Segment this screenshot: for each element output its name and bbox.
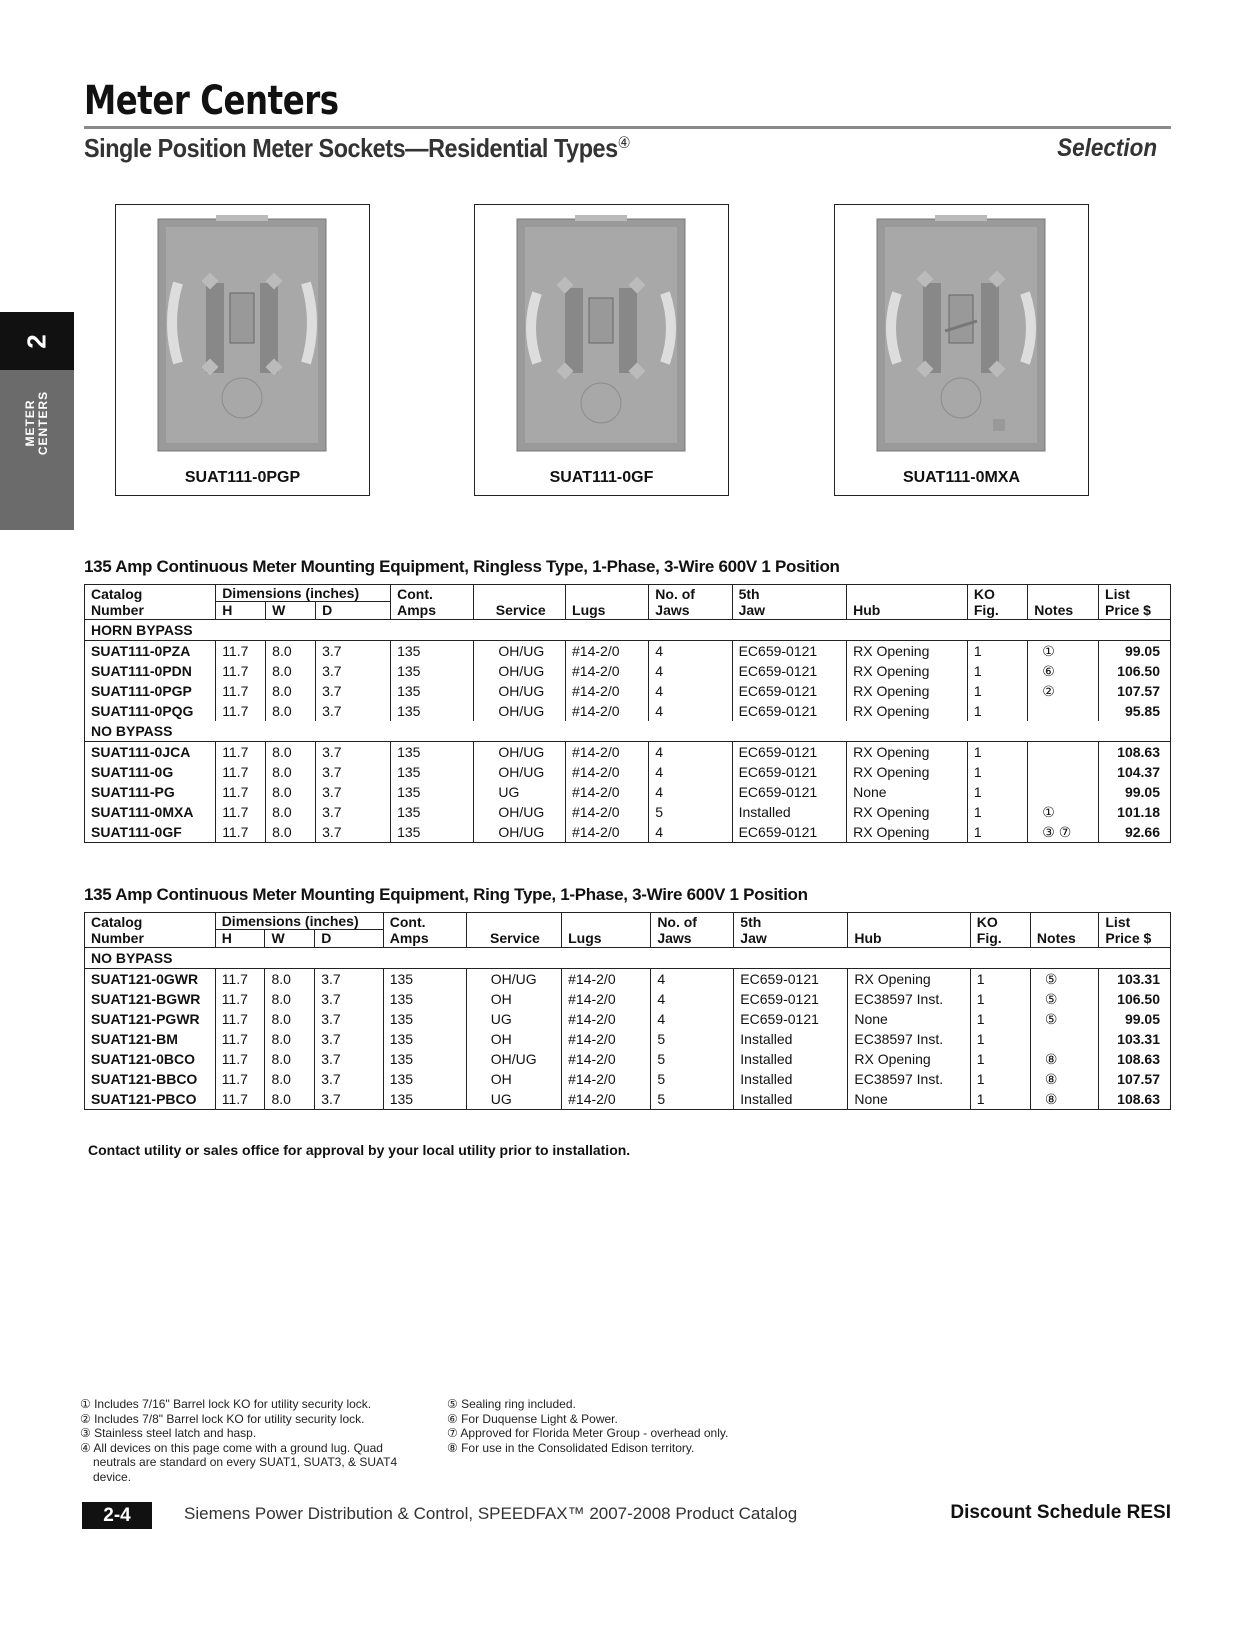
table-cell: 135 bbox=[383, 1009, 466, 1029]
table-row bbox=[85, 1029, 1171, 1049]
col-notes: Notes bbox=[1028, 602, 1099, 620]
table-cell: 1 bbox=[967, 782, 1027, 802]
table-cell: OH/UG bbox=[474, 802, 566, 822]
col-price: List bbox=[1099, 585, 1171, 602]
table-cell: #14-2/0 bbox=[566, 762, 649, 782]
chapter-number: 2 bbox=[0, 312, 74, 370]
table-cell: 11.7 bbox=[215, 1089, 265, 1110]
table-cell: 11.7 bbox=[216, 701, 266, 721]
table-cell bbox=[1028, 742, 1099, 763]
table-cell: 135 bbox=[391, 742, 474, 763]
table-cell: 135 bbox=[391, 822, 474, 843]
table-cell: 4 bbox=[651, 969, 734, 990]
table-cell: OH/UG bbox=[474, 641, 566, 662]
chapter-label: METER CENTERS bbox=[23, 390, 50, 456]
table-cell: 11.7 bbox=[216, 742, 266, 763]
table-cell: #14-2/0 bbox=[566, 701, 649, 721]
table-cell: 5 bbox=[651, 1089, 734, 1110]
table-cell: None bbox=[847, 782, 968, 802]
table-cell: UG bbox=[466, 1009, 561, 1029]
table-cell: 8.0 bbox=[266, 762, 316, 782]
table-row bbox=[85, 1089, 1171, 1110]
table-cell: ① bbox=[1028, 641, 1099, 662]
table-cell: 8.0 bbox=[266, 802, 316, 822]
section-header-row: NO BYPASS bbox=[85, 721, 1171, 742]
table-cell: RX Opening bbox=[847, 762, 968, 782]
catalog-number: SUAT111-0PGP bbox=[91, 683, 192, 699]
table-cell: OH/UG bbox=[466, 969, 561, 990]
table-cell: 11.7 bbox=[216, 641, 266, 662]
col-ko: KO bbox=[967, 585, 1027, 602]
table-cell: EC38597 Inst. bbox=[848, 989, 970, 1009]
table-row bbox=[85, 681, 1171, 701]
ring-meter-table: Catalog Dimensions (inches) Cont. No. of 5th KO List Number H W D Amps Service Lugs Jaws Jaw Hub Fig. Notes Price $ NO BYPASS SUAT121-0GWR 11.7 8.0 3.7 135 OH/UG #14-2/0 4 EC659-0121 RX Opening 1 ⑤ 103.31 SUAT121-BGWR 11.7 8.0 3.7 135 OH #14-2/0 4 EC659-0121 EC38597 Inst. 1 ⑤ 106.50 SUAT121-PGWR 11.7 8.0 3.7 135 UG #14-2/0 4 EC659-0121 None 1 ⑤ 99.05 SUAT121-BM 11.7 8.0 3.7 135 OH #14-2/0 5 Installed EC38597 Inst. 1 103.31 SUAT121-0BCO 11.7 8.0 3.7 135 OH/UG #14-2/0 5 Installed RX Opening 1 ⑧ 108.63 SUAT121-BBCO 11.7 8.0 3.7 135 OH #14-2/0 5 Installed EC38597 Inst. 1 ⑧ 107.57 SUAT121-PBCO 11.7 8.0 3.7 135 UG #14-2/0 5 Installed None 1 ⑧ 108.63 bbox=[84, 912, 1171, 1110]
table-cell: #14-2/0 bbox=[562, 1009, 651, 1029]
footnote: neutrals are standard on every SUAT1, SUAT3, & SUAT4 bbox=[93, 1455, 398, 1469]
table-cell: OH/UG bbox=[474, 661, 566, 681]
table-cell: RX Opening bbox=[847, 641, 968, 662]
table-cell: EC659-0121 bbox=[732, 641, 847, 662]
table-cell: ⑤ bbox=[1030, 969, 1098, 990]
table-cell: 3.7 bbox=[315, 969, 383, 990]
table-cell: RX Opening bbox=[847, 742, 968, 763]
table-cell: 135 bbox=[383, 1069, 466, 1089]
table-cell: OH/UG bbox=[466, 1049, 561, 1069]
table-cell: 3.7 bbox=[316, 782, 391, 802]
list-price: 99.05 bbox=[1099, 641, 1171, 662]
catalog-number: SUAT121-BM bbox=[91, 1031, 178, 1047]
section-header-row: NO BYPASS bbox=[85, 948, 1171, 969]
table-cell: ⑥ bbox=[1028, 661, 1099, 681]
table-cell: RX Opening bbox=[847, 681, 968, 701]
table-cell: 135 bbox=[383, 969, 466, 990]
col-hub: Hub bbox=[847, 602, 968, 620]
table-cell: 3.7 bbox=[316, 762, 391, 782]
catalog-number: SUAT111-0JCA bbox=[91, 744, 191, 760]
list-price: 106.50 bbox=[1099, 989, 1171, 1009]
table-cell: 1 bbox=[967, 641, 1027, 662]
table-cell: 4 bbox=[649, 742, 732, 763]
table-cell: 135 bbox=[383, 1089, 466, 1110]
catalog-number: SUAT121-BBCO bbox=[91, 1071, 198, 1087]
table-cell: ⑧ bbox=[1030, 1049, 1098, 1069]
table-cell: 5 bbox=[651, 1029, 734, 1049]
table-cell: 1 bbox=[967, 742, 1027, 763]
table-cell: 4 bbox=[649, 661, 732, 681]
table-cell: #14-2/0 bbox=[562, 1049, 651, 1069]
table-cell: OH bbox=[466, 989, 561, 1009]
table-cell: EC659-0121 bbox=[734, 969, 848, 990]
list-price: 92.66 bbox=[1099, 822, 1171, 843]
table-row bbox=[85, 969, 1171, 990]
list-price: 99.05 bbox=[1099, 782, 1171, 802]
table-cell: 3.7 bbox=[315, 1069, 383, 1089]
catalog-number: SUAT111-PG bbox=[91, 784, 175, 800]
table1-body bbox=[85, 620, 1171, 843]
footnote: ⑥ For Duquense Light & Power. bbox=[447, 1411, 618, 1426]
table-cell: OH/UG bbox=[474, 701, 566, 721]
table-cell: EC38597 Inst. bbox=[848, 1069, 970, 1089]
table-cell: ⑧ bbox=[1030, 1089, 1098, 1110]
footnote: ⑧ For use in the Consolidated Edison territory. bbox=[447, 1440, 695, 1455]
table-cell: OH/UG bbox=[474, 762, 566, 782]
table-cell: 135 bbox=[391, 782, 474, 802]
list-price: 101.18 bbox=[1099, 802, 1171, 822]
table-cell: RX Opening bbox=[847, 661, 968, 681]
table-cell: 8.0 bbox=[266, 661, 316, 681]
catalog-number: SUAT111-0GF bbox=[91, 824, 182, 840]
table-cell: 11.7 bbox=[216, 661, 266, 681]
table-cell: 1 bbox=[967, 802, 1027, 822]
col-lugs: Lugs bbox=[566, 602, 649, 620]
table-cell: 5 bbox=[649, 802, 732, 822]
catalog-footer: Siemens Power Distribution & Control, SPEEDFAX™ 2007-2008 Product Catalog bbox=[184, 1504, 798, 1523]
table-cell: 5 bbox=[651, 1049, 734, 1069]
table-cell: 1 bbox=[970, 989, 1030, 1009]
table2-caption: 135 Amp Continuous Meter Mounting Equipment, Ring Type, 1-Phase, 3-Wire 600V 1 Position bbox=[84, 885, 808, 904]
table-cell: 135 bbox=[391, 762, 474, 782]
footnote: ③ Stainless steel latch and hasp. bbox=[80, 1426, 257, 1440]
table-cell: 1 bbox=[970, 1069, 1030, 1089]
table-cell: 3.7 bbox=[315, 989, 383, 1009]
table-cell: 8.0 bbox=[266, 701, 316, 721]
col-fifth: 5th bbox=[732, 585, 847, 602]
table-cell: 11.7 bbox=[215, 969, 265, 990]
catalog-number: SUAT111-0MXA bbox=[91, 804, 194, 820]
chapter-tab bbox=[0, 312, 74, 530]
table-cell: 3.7 bbox=[316, 701, 391, 721]
table-cell: 135 bbox=[391, 641, 474, 662]
table-cell: 1 bbox=[967, 681, 1027, 701]
table-cell: UG bbox=[466, 1089, 561, 1110]
list-price: 99.05 bbox=[1099, 1009, 1171, 1029]
photo-caption: SUAT111-0GF bbox=[549, 469, 654, 486]
table-cell: 3.7 bbox=[316, 661, 391, 681]
table-cell: 11.7 bbox=[216, 822, 266, 843]
table-cell: EC38597 Inst. bbox=[848, 1029, 970, 1049]
table-cell: 8.0 bbox=[266, 822, 316, 843]
list-price: 95.85 bbox=[1099, 701, 1171, 721]
table-cell: 8.0 bbox=[266, 742, 316, 763]
table-cell: 135 bbox=[391, 681, 474, 701]
table-cell: 4 bbox=[649, 782, 732, 802]
table-cell: OH bbox=[466, 1069, 561, 1089]
col-dimensions: Dimensions (inches) bbox=[216, 585, 391, 602]
table-cell: RX Opening bbox=[847, 701, 968, 721]
table-cell: #14-2/0 bbox=[562, 1029, 651, 1049]
table-cell: #14-2/0 bbox=[566, 802, 649, 822]
table-cell: 4 bbox=[649, 822, 732, 843]
table-cell: EC659-0121 bbox=[732, 681, 847, 701]
table-cell: EC659-0121 bbox=[732, 742, 847, 763]
table-cell: 135 bbox=[391, 661, 474, 681]
table-cell: 3.7 bbox=[316, 802, 391, 822]
table-cell: 1 bbox=[967, 762, 1027, 782]
table-cell: Installed bbox=[734, 1049, 848, 1069]
table-cell: 4 bbox=[649, 681, 732, 701]
approval-note: Contact utility or sales office for approval by your local utility prior to installation. bbox=[88, 1142, 631, 1158]
table-cell: 11.7 bbox=[215, 1069, 265, 1089]
list-price: 106.50 bbox=[1099, 661, 1171, 681]
table-row bbox=[85, 762, 1171, 782]
table-cell: 8.0 bbox=[266, 681, 316, 701]
list-price: 104.37 bbox=[1099, 762, 1171, 782]
table-cell: #14-2/0 bbox=[562, 969, 651, 990]
col-service: Service bbox=[474, 602, 566, 620]
table-cell: 135 bbox=[383, 989, 466, 1009]
meter-socket-image bbox=[156, 213, 328, 453]
catalog-number: SUAT111-0PDN bbox=[91, 663, 192, 679]
table-cell: #14-2/0 bbox=[562, 989, 651, 1009]
table-row bbox=[85, 701, 1171, 721]
list-price: 103.31 bbox=[1099, 1029, 1171, 1049]
table-cell bbox=[1028, 701, 1099, 721]
table-cell bbox=[1030, 1029, 1098, 1049]
table-row bbox=[85, 1049, 1171, 1069]
table-cell: 8.0 bbox=[265, 1049, 315, 1069]
table-cell: #14-2/0 bbox=[566, 742, 649, 763]
table-cell: 3.7 bbox=[315, 1049, 383, 1069]
table-cell: EC659-0121 bbox=[732, 701, 847, 721]
table-cell: 135 bbox=[391, 802, 474, 822]
table-cell: #14-2/0 bbox=[566, 661, 649, 681]
table-cell: 1 bbox=[970, 1029, 1030, 1049]
table-cell: None bbox=[848, 1009, 970, 1029]
table-cell: #14-2/0 bbox=[562, 1089, 651, 1110]
table-cell: Installed bbox=[734, 1069, 848, 1089]
table-row bbox=[85, 1069, 1171, 1089]
table-cell: 135 bbox=[391, 701, 474, 721]
table-cell: OH/UG bbox=[474, 822, 566, 843]
table-cell: UG bbox=[474, 782, 566, 802]
table-cell: #14-2/0 bbox=[566, 782, 649, 802]
table-cell: 4 bbox=[651, 989, 734, 1009]
list-price: 108.63 bbox=[1099, 1089, 1171, 1110]
footnote: ④ All devices on this page come with a ground lug. Quad bbox=[80, 1440, 383, 1455]
table-cell: 3.7 bbox=[315, 1089, 383, 1110]
table-cell: #14-2/0 bbox=[562, 1069, 651, 1089]
col-catalog: Catalog bbox=[91, 585, 143, 602]
ringless-meter-table: Catalog Dimensions (inches) Cont. No. of 5th KO List Number H W D Amps Service Lugs Jaws Jaw Hub Fig. Notes Price $ HORN BYPASS SUAT111-0PZA 11.7 8.0 3.7 135 OH/UG #14-2/0 4 EC659-0121 RX Opening 1 ① 99.05 SUAT111-0PDN 11.7 8.0 3.7 135 OH/UG #14-2/0 4 EC659-0121 RX Opening 1 ⑥ 106.50 SUAT111-0PGP 11.7 8.0 3.7 135 OH/UG #14-2/0 4 EC659-0121 RX Opening 1 ② 107.57 SUAT111-0PQG 11.7 8.0 3.7 135 OH/UG #14-2/0 4 EC659-0121 RX Opening 1 95.85 NO BYPASS SUAT111-0JCA 11.7 8.0 3.7 135 OH/UG #14-2/0 4 EC659-0121 RX Opening 1 108.63 SUAT111-0G 11.7 8.0 3.7 135 OH/UG #14-2/0 4 EC659-0121 RX Opening 1 104.37 SUAT111-PG 11.7 8.0 3.7 135 UG #14-2/0 4 EC659-0121 None 1 99.05 SUAT111-0MXA 11.7 8.0 3.7 135 OH/UG #14-2/0 5 Installed RX Opening 1 ① 101.18 SUAT111-0GF 11.7 8.0 3.7 135 OH/UG #14-2/0 4 EC659-0121 RX Opening 1 ③ ⑦ 92.66 bbox=[84, 584, 1171, 843]
catalog-number: SUAT111-0PQG bbox=[91, 703, 194, 719]
table-cell: ③ ⑦ bbox=[1028, 822, 1099, 843]
table-cell: Installed bbox=[734, 1089, 848, 1110]
page-number: 2-4 bbox=[82, 1502, 152, 1529]
catalog-number: SUAT121-PGWR bbox=[91, 1011, 200, 1027]
table-cell: #14-2/0 bbox=[566, 641, 649, 662]
table-cell: ⑧ bbox=[1030, 1069, 1098, 1089]
table-cell: 135 bbox=[383, 1049, 466, 1069]
catalog-number: SUAT111-0PZA bbox=[91, 643, 191, 659]
table-cell: 8.0 bbox=[265, 1089, 315, 1110]
table-cell: Installed bbox=[734, 1029, 848, 1049]
table-cell: RX Opening bbox=[847, 822, 968, 843]
table-row bbox=[85, 822, 1171, 843]
table-cell: 11.7 bbox=[216, 782, 266, 802]
table-cell: 4 bbox=[649, 762, 732, 782]
list-price: 107.57 bbox=[1099, 681, 1171, 701]
table-cell: ⑤ bbox=[1030, 989, 1098, 1009]
meter-socket-image bbox=[875, 213, 1047, 453]
table-cell: OH/UG bbox=[474, 742, 566, 763]
catalog-number: SUAT121-PBCO bbox=[91, 1091, 197, 1107]
table-cell: 3.7 bbox=[316, 641, 391, 662]
table-cell: 1 bbox=[967, 822, 1027, 843]
page-title: Meter Centers bbox=[84, 78, 339, 124]
table-cell: 3.7 bbox=[315, 1009, 383, 1029]
table-cell: 1 bbox=[970, 969, 1030, 990]
photo-caption: SUAT111-0MXA bbox=[902, 469, 1021, 486]
table-cell bbox=[1028, 782, 1099, 802]
table-cell: 8.0 bbox=[266, 641, 316, 662]
footnote: device. bbox=[93, 1469, 132, 1484]
table-cell: ② bbox=[1028, 681, 1099, 701]
product-photo-1 bbox=[115, 204, 370, 496]
table-cell: EC659-0121 bbox=[732, 661, 847, 681]
table-cell: OH bbox=[466, 1029, 561, 1049]
product-photo-2 bbox=[474, 204, 729, 496]
footnote: ② Includes 7/8" Barrel lock KO for utility security lock. bbox=[80, 1411, 365, 1426]
table-row bbox=[85, 802, 1171, 822]
list-price: 103.31 bbox=[1099, 969, 1171, 990]
catalog-number: SUAT121-BGWR bbox=[91, 991, 201, 1007]
table-cell: EC659-0121 bbox=[732, 822, 847, 843]
subtitle-footnote-ref: ④ bbox=[617, 135, 631, 152]
footnote: ⑦ Approved for Florida Meter Group - overhead only. bbox=[447, 1426, 729, 1440]
title-rule bbox=[84, 126, 1171, 129]
col-jaws: No. of bbox=[649, 585, 732, 602]
table-cell: 5 bbox=[651, 1069, 734, 1089]
footnotes-right bbox=[447, 1397, 807, 1455]
table-cell: EC659-0121 bbox=[734, 989, 848, 1009]
product-photo-3 bbox=[834, 204, 1089, 496]
section-label: Selection bbox=[1056, 134, 1157, 162]
table-cell: 4 bbox=[651, 1009, 734, 1029]
table-cell: 11.7 bbox=[215, 989, 265, 1009]
meter-socket-image bbox=[515, 213, 687, 453]
table-cell: RX Opening bbox=[848, 969, 970, 990]
table-cell: 4 bbox=[649, 701, 732, 721]
table-cell: 4 bbox=[649, 641, 732, 662]
table-cell bbox=[1028, 762, 1099, 782]
footnote: ① Includes 7/16" Barrel lock KO for utility security lock. bbox=[80, 1397, 372, 1411]
catalog-number: SUAT121-0BCO bbox=[91, 1051, 195, 1067]
table-row bbox=[85, 742, 1171, 763]
table-cell: 11.7 bbox=[215, 1009, 265, 1029]
table-cell: 11.7 bbox=[216, 802, 266, 822]
table-cell: 11.7 bbox=[216, 681, 266, 701]
table-cell: 8.0 bbox=[265, 1009, 315, 1029]
table-cell: 1 bbox=[970, 1049, 1030, 1069]
table-row bbox=[85, 661, 1171, 681]
table-cell: 8.0 bbox=[265, 989, 315, 1009]
footnotes-left bbox=[80, 1397, 420, 1484]
table-cell: 11.7 bbox=[215, 1049, 265, 1069]
table-cell: EC659-0121 bbox=[734, 1009, 848, 1029]
section-header-row: HORN BYPASS bbox=[85, 620, 1171, 641]
table1-caption: 135 Amp Continuous Meter Mounting Equipment, Ringless Type, 1-Phase, 3-Wire 600V 1 Position bbox=[84, 557, 840, 576]
table-cell: ① bbox=[1028, 802, 1099, 822]
table-cell: None bbox=[848, 1089, 970, 1110]
catalog-number: SUAT111-0G bbox=[91, 764, 174, 780]
table-cell: 11.7 bbox=[216, 762, 266, 782]
catalog-number: SUAT121-0GWR bbox=[91, 971, 199, 987]
table-row bbox=[85, 1009, 1171, 1029]
table-cell: 11.7 bbox=[215, 1029, 265, 1049]
table-cell: 3.7 bbox=[316, 742, 391, 763]
table-cell: 8.0 bbox=[265, 1029, 315, 1049]
table-cell: 135 bbox=[383, 1029, 466, 1049]
table-cell: EC659-0121 bbox=[732, 782, 847, 802]
table-cell: RX Opening bbox=[847, 802, 968, 822]
col-cont: Cont. bbox=[391, 585, 474, 602]
table-cell: 1 bbox=[970, 1089, 1030, 1110]
table-row bbox=[85, 989, 1171, 1009]
table-cell: #14-2/0 bbox=[566, 822, 649, 843]
footnote: ⑤ Sealing ring included. bbox=[447, 1397, 576, 1411]
page-subtitle: Single Position Meter Sockets—Residential Types④ bbox=[84, 133, 631, 163]
table-cell: Installed bbox=[732, 802, 847, 822]
table2-body bbox=[85, 948, 1171, 1110]
discount-schedule: Discount Schedule RESI bbox=[950, 1502, 1171, 1523]
table-cell: ⑤ bbox=[1030, 1009, 1098, 1029]
table-cell: 1 bbox=[967, 661, 1027, 681]
table-cell: 8.0 bbox=[266, 782, 316, 802]
table-row bbox=[85, 782, 1171, 802]
table-cell: 3.7 bbox=[316, 822, 391, 843]
table-cell: OH/UG bbox=[474, 681, 566, 701]
table-cell: 8.0 bbox=[265, 1069, 315, 1089]
list-price: 108.63 bbox=[1099, 1049, 1171, 1069]
table-cell: 1 bbox=[967, 701, 1027, 721]
table-cell: 3.7 bbox=[316, 681, 391, 701]
list-price: 107.57 bbox=[1099, 1069, 1171, 1089]
list-price: 108.63 bbox=[1099, 742, 1171, 763]
table-cell: 8.0 bbox=[265, 969, 315, 990]
table-cell: 1 bbox=[970, 1009, 1030, 1029]
table-row bbox=[85, 641, 1171, 662]
photo-caption: SUAT111-0PGP bbox=[184, 469, 301, 486]
table-cell: 3.7 bbox=[315, 1029, 383, 1049]
table-cell: #14-2/0 bbox=[566, 681, 649, 701]
table-cell: EC659-0121 bbox=[732, 762, 847, 782]
table-cell: RX Opening bbox=[848, 1049, 970, 1069]
